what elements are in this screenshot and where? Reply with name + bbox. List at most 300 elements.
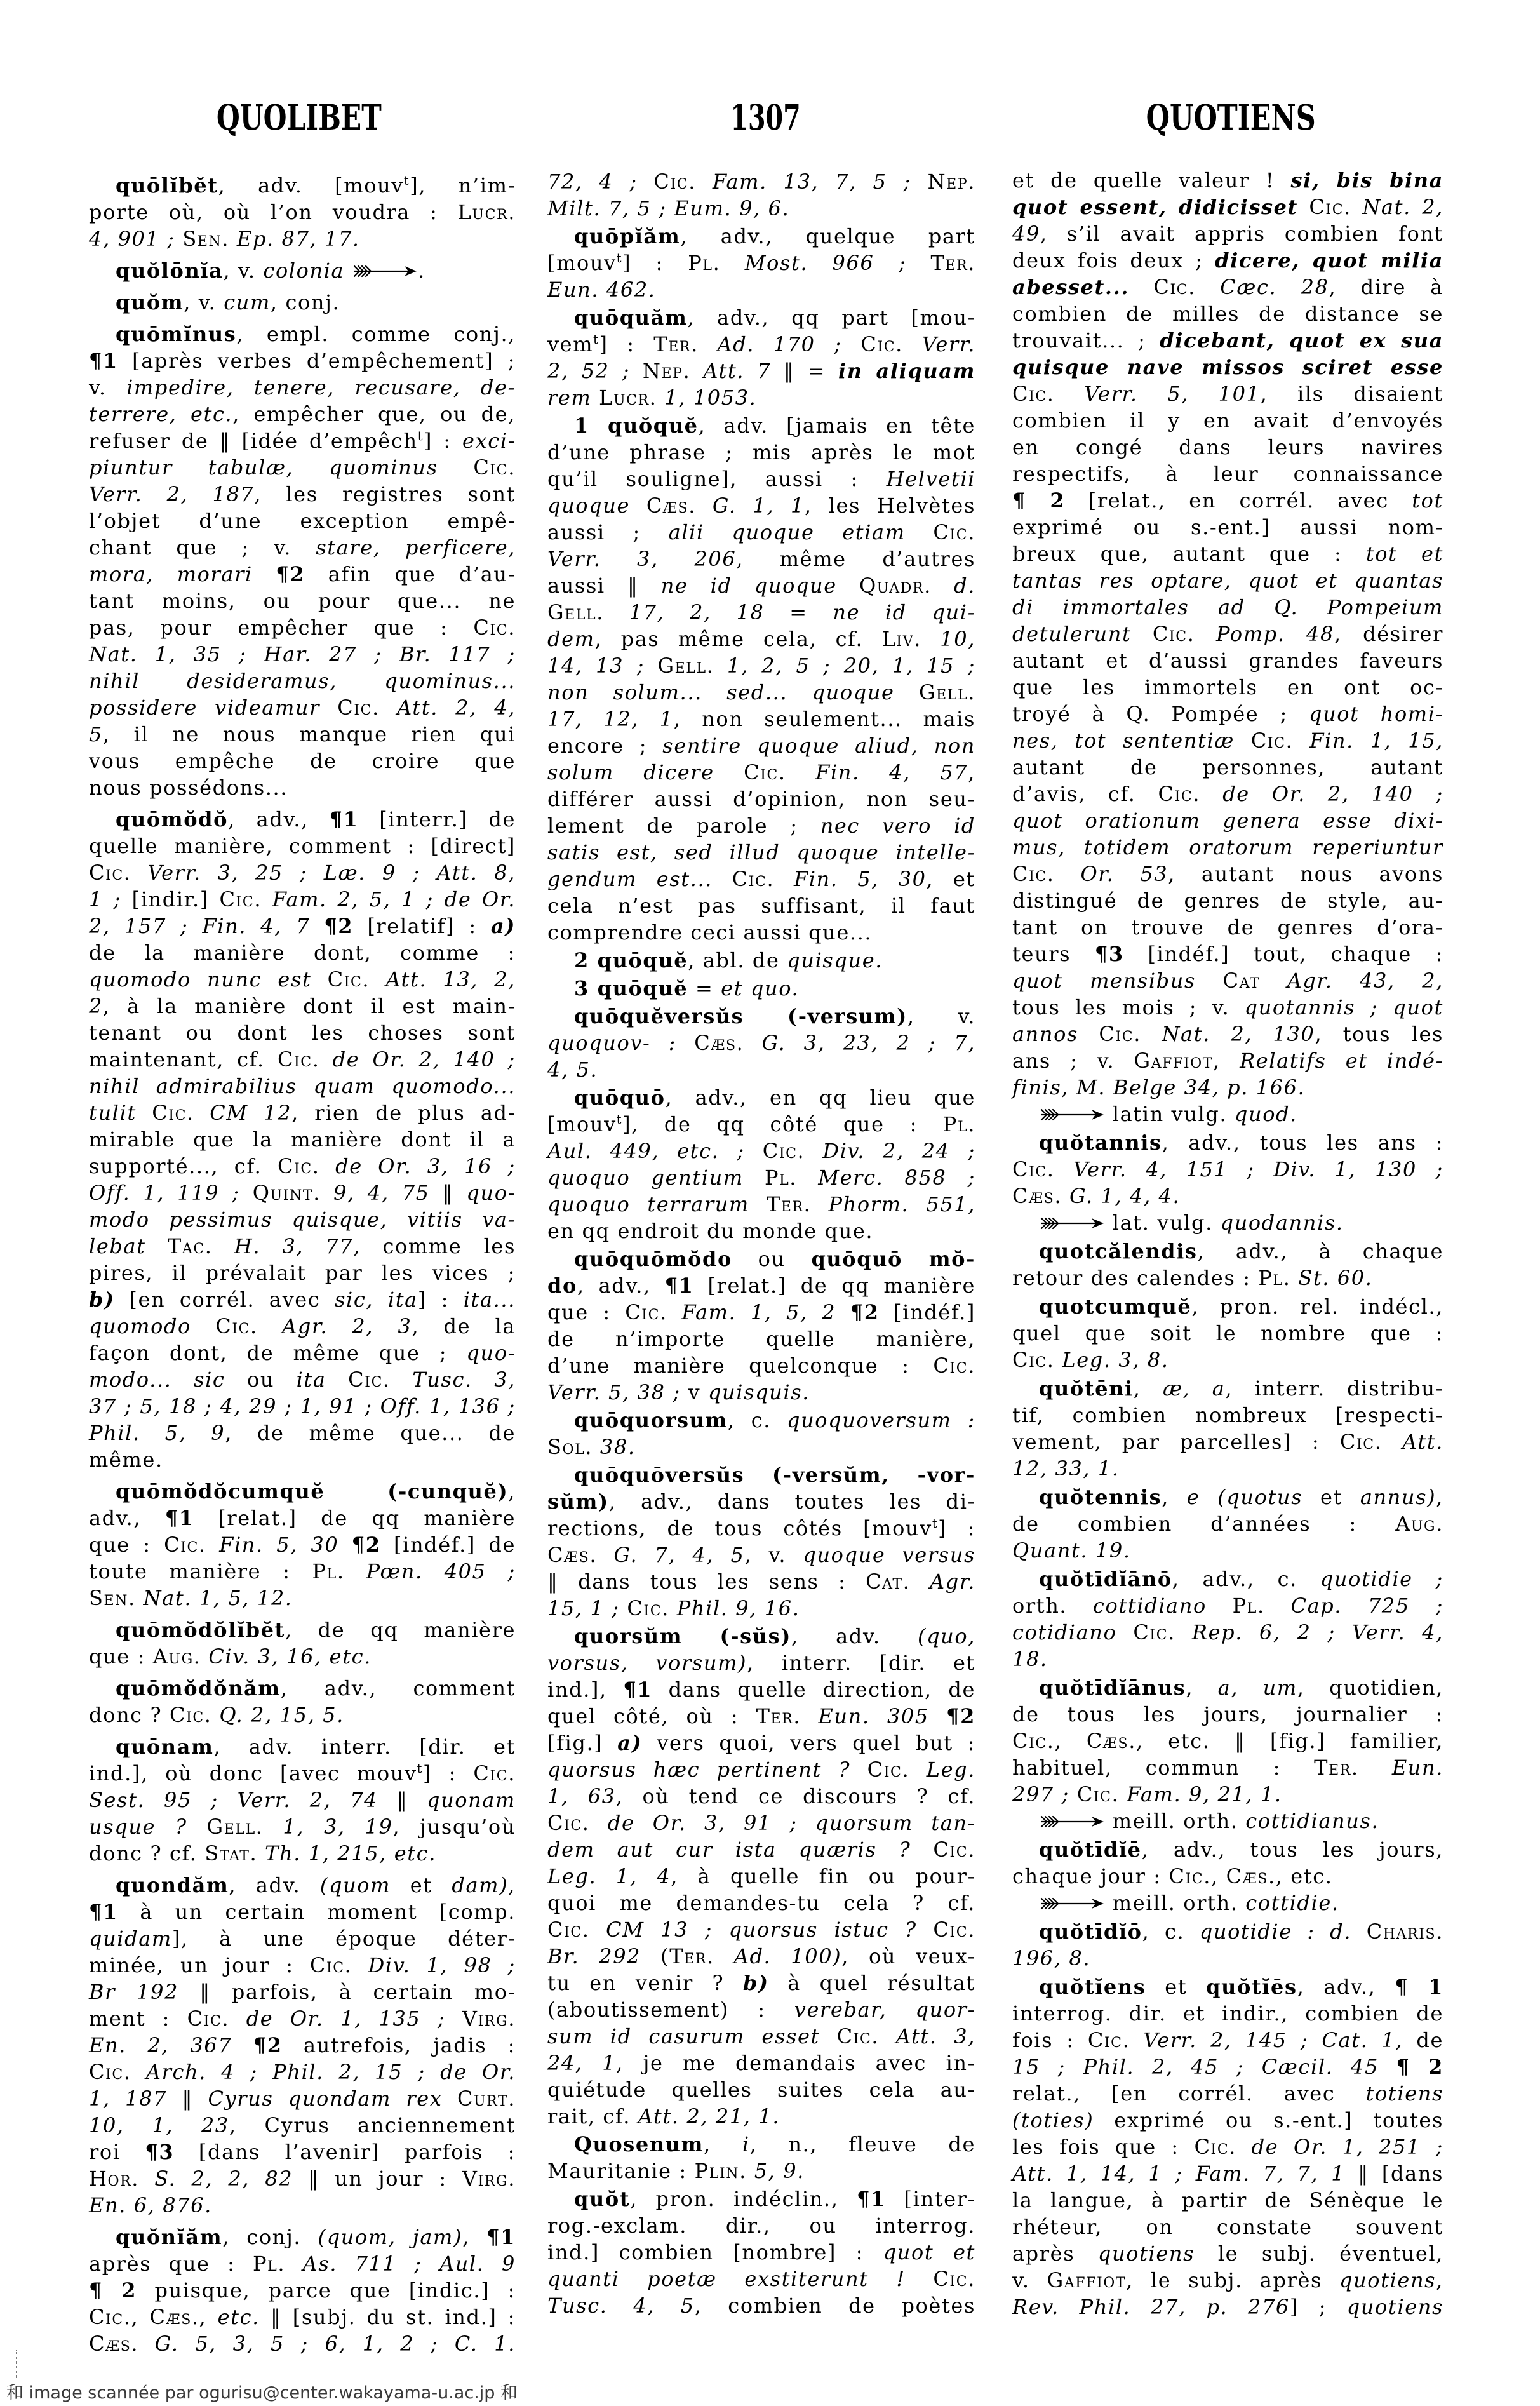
dictionary-entry — [89, 257, 516, 284]
italic-text: Verr. 5, 101 — [1084, 382, 1261, 406]
author-abbreviation: Gaffiot — [1134, 1049, 1214, 1073]
text-line: que : Aug. Civ. 3, 16, etc. — [89, 1644, 372, 1669]
italic-text: Off. 1, 119 ; — [89, 1181, 240, 1205]
italic-text: Agr. 2, 3 — [282, 1314, 412, 1338]
author-abbreviation: Virg. — [462, 2006, 516, 2031]
text-line: do, adv., ¶1 [relat.] de qq manière — [547, 1274, 975, 1298]
italic-text: non solum... sed... quoque — [547, 680, 895, 704]
italic-text: quoque — [547, 494, 630, 518]
headword: 3 quōquĕ — [574, 976, 688, 1000]
italic-text: cotidiano — [1012, 1620, 1117, 1644]
italic-text: Leg. 1, 4 — [547, 1864, 671, 1888]
italic-text: æ, a — [1162, 1376, 1226, 1401]
italic-text: de Or. 3, 91 ; quorsum tan- — [607, 1811, 976, 1835]
text-line: Hor. S. 2, 2, 82 ‖ un jour : Virg. — [89, 2167, 516, 2191]
text-line: aussi ; alii quoque etiam Cic. — [547, 520, 975, 544]
text-line — [547, 679, 975, 706]
text-line: relat., [en corrél. avec totiens — [1012, 2081, 1443, 2106]
italic-text: 12, 33, 1. — [1012, 1456, 1120, 1481]
headword: quŏtīdĭānus — [1039, 1676, 1186, 1700]
italic-text: satis est, sed illud quoque intelle- — [547, 840, 975, 864]
italic-text: quotiens — [1339, 2268, 1436, 2292]
text-line: quŏtēni, æ, a, interr. distribu- — [1039, 1376, 1444, 1401]
dictionary-entry — [547, 304, 975, 411]
headword: quōmŏdŏlĭbĕt — [116, 1618, 285, 1642]
text-line: 2, 157 ; Fin. 4, 7 ¶2 [relatif] : a) — [89, 914, 516, 938]
italic-text: Att. 13, 2, — [385, 967, 516, 991]
author-abbreviation: Cic. — [1012, 1157, 1055, 1181]
text-line: 17, 12, 1, non seulement... mais — [547, 707, 975, 731]
dictionary-entry — [547, 2131, 975, 2184]
italic-text: etc. — [217, 2305, 260, 2329]
author-abbreviation: Cæs. — [694, 1031, 744, 1055]
author-abbreviation: Cic. — [627, 1596, 669, 1620]
italic-text: rem — [547, 386, 592, 410]
text-line: combien de milles de distance se — [1012, 302, 1443, 326]
dictionary-entry — [89, 1733, 516, 1867]
text-line — [547, 1434, 975, 1460]
italic-text: sentire quoque aliud, non — [662, 734, 975, 758]
italic-text: CM 12 — [210, 1101, 292, 1125]
text-line: habituel, commun : Ter. Eun. — [1012, 1756, 1443, 1780]
text-line: d’une manière quelconque : Cic. — [547, 1354, 975, 1378]
etymology-note — [1012, 1101, 1443, 1127]
italic-text: ita... — [463, 1287, 516, 1312]
author-abbreviation: Cic. — [187, 2006, 230, 2031]
italic-text: Ad. 170 ; — [717, 332, 842, 356]
italic-text: 5 — [89, 722, 103, 746]
italic-text: dem — [547, 627, 595, 651]
author-abbreviation: Cic. — [547, 1811, 590, 1835]
text-line: 3 quōquĕ = et quo. — [574, 976, 800, 1000]
author-abbreviation: Gell. — [206, 1815, 264, 1839]
italic-text: Or. 53 — [1080, 862, 1168, 886]
text-line: Br. 292 (Ter. Ad. 100), où veux- — [547, 1944, 975, 1968]
author-abbreviation: Ter. — [766, 1192, 812, 1216]
author-abbreviation: Cæs. — [1086, 1729, 1136, 1753]
italic-text: 49 — [1012, 222, 1040, 246]
text-line: encore ; sentire quoque aliud, non — [547, 734, 975, 758]
text-line: vous empêche de croire que — [89, 749, 516, 773]
running-head-left-text: QUOLIBET — [217, 97, 382, 138]
scan-margin-mark — [16, 2350, 17, 2379]
text-line: En. 2, 367 ¶2 autrefois, jadis : — [89, 2033, 516, 2057]
italic-text: Tusc. 3, — [412, 1368, 516, 1392]
text-line — [89, 668, 516, 694]
italic-text: quomodo nunc est — [89, 967, 312, 991]
dictionary-entry — [1012, 1918, 1443, 1972]
text-line: que : Cic. Fin. 5, 30 ¶2 [indéf.] de — [89, 1533, 516, 1557]
bold-italic-text: si, bis bina — [1290, 168, 1444, 192]
italic-text: G. 1, 4, 4. — [1069, 1184, 1181, 1208]
bold-italic-text: quot essent, didicisset — [1012, 195, 1298, 219]
italic-text: Civ. 3, 16, etc. — [208, 1644, 372, 1669]
text-line: ‖ dans tous les sens : Cat. Agr. — [547, 1569, 975, 1594]
italic-text: Rev. Phil. 27, p. 276 — [1012, 2295, 1290, 2319]
text-line — [1012, 807, 1443, 834]
superscript: t — [932, 1516, 939, 1531]
text-line: roi ¶3 [dans l’avenir] parfois : — [89, 2140, 516, 2164]
italic-text: annus) — [1360, 1485, 1436, 1509]
dictionary-entry — [547, 1246, 975, 1406]
text-line — [547, 1595, 975, 1622]
dictionary-entry — [547, 412, 975, 946]
italic-text: Nat. 2, 130 — [1162, 1022, 1315, 1046]
italic-text: 4, 901 ; — [89, 227, 175, 251]
dictionary-entry — [547, 1623, 975, 2130]
text-line: Br 192 ‖ parfois, à certain mo- — [89, 1980, 516, 2004]
text-line: après quotiens le subj. éventuel, — [1012, 2241, 1443, 2266]
author-abbreviation: Lucr. — [599, 386, 657, 410]
italic-text: exci- — [462, 429, 516, 453]
text-line: chaque jour : Cic., Cæs., etc. — [1012, 1864, 1333, 1888]
text-line: vem$^t$] : Ter. Ad. 170 ; Cic. Verr. — [547, 332, 975, 356]
italic-text: Nat. 1, 5, 12. — [143, 1586, 293, 1610]
author-abbreviation: Cic. — [473, 615, 516, 640]
italic-text: sic, ita — [335, 1287, 418, 1312]
text-line — [1012, 1781, 1443, 1808]
italic-text: quotidie ; — [1320, 1567, 1443, 1591]
text-line: quomodo Cic. Agr. 2, 3, de la — [89, 1314, 516, 1338]
dictionary-entry — [89, 172, 516, 252]
dictionary-entry — [547, 1003, 975, 1083]
headword: quŏlōnĭa — [116, 259, 224, 283]
dictionary-entry — [89, 806, 516, 1473]
entry-continuation — [547, 168, 975, 222]
author-abbreviation: Cat. — [866, 1569, 911, 1594]
italic-text: (quo, — [918, 1624, 976, 1648]
bold-text: sŭm) — [547, 1489, 609, 1514]
sense-marker: ¶1 — [329, 807, 359, 831]
text-line: ind.], ¶1 dans quelle direction, de — [547, 1677, 975, 1702]
bold-text: do — [547, 1274, 577, 1298]
italic-text: quoquo terrarum — [547, 1192, 749, 1216]
italic-text: ne id qui- — [833, 600, 975, 624]
italic-text: Th. 1, 215, etc. — [265, 1841, 436, 1865]
author-abbreviation: Pl. — [942, 1112, 975, 1136]
text-line: Cæs. G. 7, 4, 5, v. quoque versus — [547, 1543, 975, 1567]
text-line: Phil. 5, 9, de même que... de — [89, 1421, 516, 1445]
dictionary-entry — [1012, 1375, 1443, 1482]
text-line: même. — [89, 1448, 163, 1472]
italic-text: Sest. 95 ; Verr. 2, 74 — [89, 1788, 378, 1812]
text-line: teurs ¶3 [indéf.] tout, chaque : — [1012, 942, 1443, 966]
italic-text: (toties) — [1012, 2108, 1094, 2132]
author-abbreviation: Cic. — [309, 1953, 352, 1977]
author-abbreviation: Ter. — [930, 251, 976, 275]
text-line: deux fois deux ; dicere, quot milia — [1012, 248, 1443, 272]
italic-text: colonia — [263, 259, 345, 283]
text-line: (toties) exprimé ou s.-ent.] toutes — [1012, 2108, 1443, 2132]
dictionary-entry — [1012, 1566, 1443, 1672]
italic-text: Fam. 13, 7, 5 ; — [712, 170, 911, 194]
italic-text: a, um — [1217, 1676, 1297, 1700]
text-line: mora, morari ¶2 afin que d’au- — [89, 562, 516, 586]
text-line: quelle manière, comment : [direct] — [89, 834, 516, 858]
author-abbreviation: Cic. — [547, 1918, 590, 1942]
dictionary-entry — [547, 1084, 975, 1244]
italic-text: Tusc. 4, 5 — [547, 2294, 695, 2318]
sense-marker: ¶ 1 — [1395, 1975, 1443, 1999]
text-line: 10, 1, 23, Cyrus anciennement — [89, 2113, 516, 2137]
text-line: [fig.] a) vers quoi, vers quel but : — [547, 1731, 976, 1755]
author-abbreviation: Cic. — [473, 455, 516, 480]
dictionary-entry — [89, 1616, 516, 1670]
text-line: mirable que la manière dont il a — [89, 1127, 516, 1152]
italic-text: 1, 1053. — [664, 386, 757, 410]
italic-text: Verr. 2, 145 ; Cat. 1, — [1143, 2028, 1403, 2052]
text-line: lat. vulg. quodannis. — [1012, 1209, 1443, 1236]
text-line: terrere, etc., empêcher que, ou de, — [89, 402, 516, 426]
italic-text: Verr. 3, 25 ; Læ. 9 ; Att. 8, — [147, 861, 516, 885]
text-line: Sest. 95 ; Verr. 2, 74 ‖ quonam — [89, 1788, 516, 1812]
text-line: usque ? Gell. 1, 3, 19, jusqu’où — [89, 1815, 516, 1839]
italic-text: totiens — [1365, 2081, 1443, 2106]
italic-text: Verr. 3, 206 — [547, 547, 737, 571]
author-abbreviation: Cic. — [89, 2060, 131, 2084]
italic-text: Att. 2, 4, — [397, 696, 516, 720]
text-line: fois : Cic. Verr. 2, 145 ; Cat. 1, de — [1012, 2028, 1444, 2052]
headword: quŏtennis — [1039, 1485, 1162, 1509]
text-line: d’avis, cf. Cic. de Or. 2, 140 ; — [1012, 782, 1444, 806]
dictionary-entry — [547, 2186, 975, 2319]
headword: Quosenum — [574, 2132, 704, 2156]
italic-text: G. 3, 23, 2 ; 7, — [761, 1031, 975, 1055]
italic-text: Fin. 4, 57 — [815, 760, 968, 784]
text-line: cela n’est pas suffisant, il faut — [547, 894, 975, 918]
text-line: dem, pas même cela, cf. Liv. 10, — [547, 627, 975, 651]
text-line — [1012, 354, 1443, 380]
text-line: et de quelle valeur ! si, bis bina — [1012, 168, 1444, 192]
text-line: quŏtīdĭō, c. quotidie : d. Charis. — [1039, 1919, 1444, 1944]
italic-text: 24, 1 — [547, 2051, 617, 2075]
headword: quŏtēni — [1039, 1376, 1134, 1401]
bold-italic-text: a) — [617, 1731, 643, 1755]
author-abbreviation: Curt. — [457, 2087, 516, 2111]
dictionary-entry — [547, 223, 975, 303]
sense-marker: ¶3 — [145, 2140, 175, 2164]
italic-text: de Or. 2, 140 ; — [1222, 782, 1444, 806]
text-line: quoque Cæs. G. 1, 1, les Helvètes — [547, 494, 975, 518]
italic-text: quorsus hæc pertinent ? — [547, 1757, 851, 1782]
text-line: quel que soit le nombre que : — [1012, 1321, 1443, 1345]
italic-text: Most. 966 ; — [744, 251, 907, 275]
text-line: refuser de ‖ [idée d’empêch$^t$] : exci- — [89, 429, 516, 453]
text-line: ¶ 2 puisque, parce que [indic.] : — [89, 2278, 516, 2302]
text-line: porte où, où l’on voudra : Lucr. — [89, 200, 516, 224]
text-line: 24, 1, je me demandais avec in- — [547, 2051, 975, 2075]
author-abbreviation: Cic. — [277, 1154, 320, 1178]
italic-text: G. 7, 4, 5 — [613, 1543, 745, 1567]
italic-text: nes, tot sententiæ — [1012, 729, 1235, 753]
italic-text: Fam. 2, 5, 1 ; de Or. — [272, 887, 516, 911]
author-abbreviation: Gaffiot — [1047, 2268, 1127, 2292]
italic-text: quot et — [883, 2240, 975, 2264]
author-abbreviation: Ter. — [756, 1704, 801, 1728]
text-line: v. impedire, tenere, recusare, de- — [89, 375, 516, 400]
author-abbreviation: Cic. — [89, 2305, 131, 2329]
italic-text: Br 192 — [89, 1980, 179, 2004]
running-head-right-text: QUOTIENS — [1146, 97, 1316, 138]
sense-marker: ¶2 — [946, 1704, 975, 1728]
text-line: de tous les jours, journalier : — [1012, 1702, 1443, 1726]
text-line — [89, 1393, 516, 1420]
headword: quŏtīdĭē — [1039, 1838, 1142, 1862]
headword: quondăm — [116, 1873, 229, 1897]
author-abbreviation: Quint. — [252, 1181, 321, 1205]
text-line: 2, 52 ; Nep. Att. 7 ‖ = in aliquam — [547, 359, 976, 383]
author-abbreviation: Cæs. — [646, 494, 696, 518]
author-abbreviation: Cic. — [337, 696, 380, 720]
italic-text: G. 5, 3, 5 ; 6, 1, 2 ; C. 1. — [154, 2332, 516, 2356]
author-abbreviation: Cic. — [348, 1368, 391, 1392]
italic-text: i — [742, 2132, 750, 2156]
italic-text: quo- — [466, 1341, 516, 1365]
italic-text: 5, 9. — [754, 2159, 805, 2183]
text-line — [1012, 1156, 1443, 1183]
author-abbreviation: Nep. — [642, 359, 691, 383]
italic-text: verebar, quor- — [794, 1998, 975, 2022]
text-line: detulerunt Cic. Pomp. 48, désirer — [1012, 622, 1443, 646]
text-line — [89, 1585, 516, 1611]
headword: quotcălendis — [1039, 1239, 1198, 1263]
sense-marker: ¶3 — [1094, 942, 1124, 966]
italic-text: ita — [296, 1368, 326, 1392]
italic-text: 9, 4, 75 — [333, 1181, 430, 1205]
author-abbreviation: Aug. — [152, 1644, 201, 1669]
text-line: en qq endroit du monde que. — [547, 1219, 874, 1243]
text-line: sŭm), adv., dans toutes les di- — [547, 1489, 975, 1514]
text-line: retour des calendes : Pl. St. 60. — [1012, 1266, 1373, 1290]
text-line: quōquĕversŭs (-versum), v. — [574, 1004, 975, 1028]
text-line — [1012, 194, 1443, 220]
dictionary-entry — [89, 1675, 516, 1728]
text-line — [547, 1916, 975, 1943]
text-line — [1012, 1347, 1443, 1373]
italic-text: Verr. 5, 38 ; — [547, 1380, 681, 1404]
headword: 1 quŏquĕ — [574, 413, 699, 438]
text-line — [1012, 1537, 1443, 1564]
italic-text: 37 ; 5, 18 ; 4, 29 ; 1, 91 ; Off. 1, 136 ; — [89, 1394, 516, 1418]
author-abbreviation: Cic. — [169, 1703, 212, 1727]
italic-text: Rep. 6, 2 ; Verr. 4, — [1191, 1620, 1443, 1644]
text-line — [1012, 2053, 1443, 2080]
author-abbreviation: Cic. — [1152, 622, 1195, 646]
sense-marker: ¶1 — [664, 1274, 694, 1298]
italic-text: nihil desideramus, quominus... — [89, 669, 516, 693]
text-line: gendum est... Cic. Fin. 5, 30, et — [547, 867, 975, 891]
author-abbreviation: Cic. — [277, 1047, 320, 1072]
text-line: vorsus, vorsum), interr. [dir. et — [547, 1651, 975, 1675]
text-line: Mauritanie : Plin. 5, 9. — [547, 2159, 805, 2183]
author-abbreviation: Gell. — [657, 654, 714, 678]
italic-text: Milt. 7, 5 ; Eum. 9, 6. — [547, 196, 790, 220]
italic-text: Verr. 4, 151 ; Div. 1, 130 ; — [1073, 1157, 1443, 1181]
author-abbreviation: Cic. — [164, 1533, 206, 1557]
text-line: différer aussi d’opinion, non seu- — [547, 787, 975, 811]
text-line: Quosenum, i, n., fleuve de — [574, 2132, 976, 2156]
author-abbreviation: Cic. — [744, 760, 786, 784]
text-line: pas, pour empêcher que : Cic. — [89, 615, 516, 640]
italic-text: 10, 1, 23 — [89, 2113, 229, 2137]
text-line — [1012, 594, 1443, 621]
author-abbreviation: Hor. — [89, 2167, 140, 2191]
text-line — [1012, 1945, 1443, 1972]
text-line: breux que, autant que : tot et — [1012, 542, 1443, 566]
text-line: Off. 1, 119 ; Quint. 9, 4, 75 ‖ quo- — [89, 1181, 516, 1205]
text-line — [89, 1073, 516, 1099]
text-line: Leg. 1, 4, à quelle fin ou pour- — [547, 1864, 975, 1888]
etymology-note — [1012, 1890, 1443, 1916]
text-line — [89, 454, 516, 481]
column-1 — [89, 167, 516, 2357]
author-abbreviation: Pl. — [764, 1166, 798, 1190]
text-line: quorsŭm (-sŭs), adv. (quo, — [574, 1624, 976, 1648]
text-line: maintenant, cf. Cic. de Or. 2, 140 ; — [89, 1047, 516, 1072]
author-abbreviation: Pl. — [1258, 1266, 1291, 1290]
dictionary-entry — [547, 1462, 975, 1622]
bold-italic-text: dicere, quot milia — [1215, 248, 1443, 272]
italic-text: Eun. — [1391, 1756, 1443, 1780]
italic-text: stare, perficere, — [316, 535, 516, 560]
italic-text: quotiens — [1346, 2295, 1443, 2319]
headword: quotcumquĕ — [1039, 1294, 1192, 1319]
italic-text: G. 1, 1 — [712, 494, 805, 518]
author-abbreviation: Cic. — [1309, 195, 1351, 219]
text-line: quōquorsum, c. quoquoversum : — [574, 1408, 975, 1432]
text-line: la langue, à partir de Sénèque le — [1012, 2188, 1443, 2212]
text-line: quŏtīdĭē, adv., tous les jours, — [1039, 1838, 1443, 1862]
text-line: 2 quōquĕ, abl. de quisque. — [574, 948, 883, 972]
italic-text: Phorm. 551, — [828, 1192, 975, 1216]
italic-text: quomodo — [89, 1314, 191, 1338]
text-line — [89, 859, 516, 886]
scan-credit: 和 image scannée par ogurisu@center.wakayama-u.ac.jp 和 — [6, 2383, 518, 2403]
superscript: t — [403, 173, 410, 189]
text-line: Verr. 5, 38 ; v quisquis. — [547, 1380, 810, 1404]
dictionary-entry — [89, 289, 516, 316]
text-line — [547, 168, 975, 195]
text-line: tif, combien nombreux [respecti- — [1012, 1403, 1443, 1427]
feathered-arrow-icon — [1039, 1216, 1105, 1230]
italic-text: quot homi- — [1308, 702, 1444, 726]
sense-marker: ¶2 — [850, 1300, 880, 1324]
dictionary-entry — [1012, 1674, 1443, 1808]
feathered-arrow-icon — [352, 264, 418, 278]
author-abbreviation: Cic. — [152, 1101, 194, 1125]
author-abbreviation: Cic. — [933, 2267, 975, 2291]
headword: quŏtĭens — [1039, 1975, 1146, 1999]
dictionary-entry — [1012, 1129, 1443, 1209]
dictionary-entry — [1012, 1973, 1443, 2320]
text-line — [547, 652, 975, 679]
text-line: exprimé ou s.-ent.] aussi nom- — [1012, 515, 1443, 539]
author-abbreviation: Gell. — [918, 680, 975, 704]
bold-italic-text: quisque nave missos sciret esse — [1012, 355, 1443, 379]
italic-text: alii quoque etiam — [668, 520, 906, 544]
text-line — [89, 641, 516, 668]
bold-italic-text: b) — [742, 1971, 769, 1995]
text-line: d’une phrase ; mis après le mot — [547, 440, 975, 464]
author-abbreviation: Cic. — [1250, 729, 1294, 753]
text-line: ment : Cic. de Or. 1, 135 ; Virg. — [89, 2006, 516, 2031]
text-line — [1012, 1455, 1443, 1482]
author-abbreviation: Aug. — [1395, 1512, 1443, 1536]
italic-text: 1 ; — [89, 887, 121, 911]
text-line: quŏlōnĭa, v. colonia . — [116, 259, 425, 283]
text-line — [547, 1056, 975, 1083]
author-abbreviation: Virg. — [462, 2167, 516, 2191]
